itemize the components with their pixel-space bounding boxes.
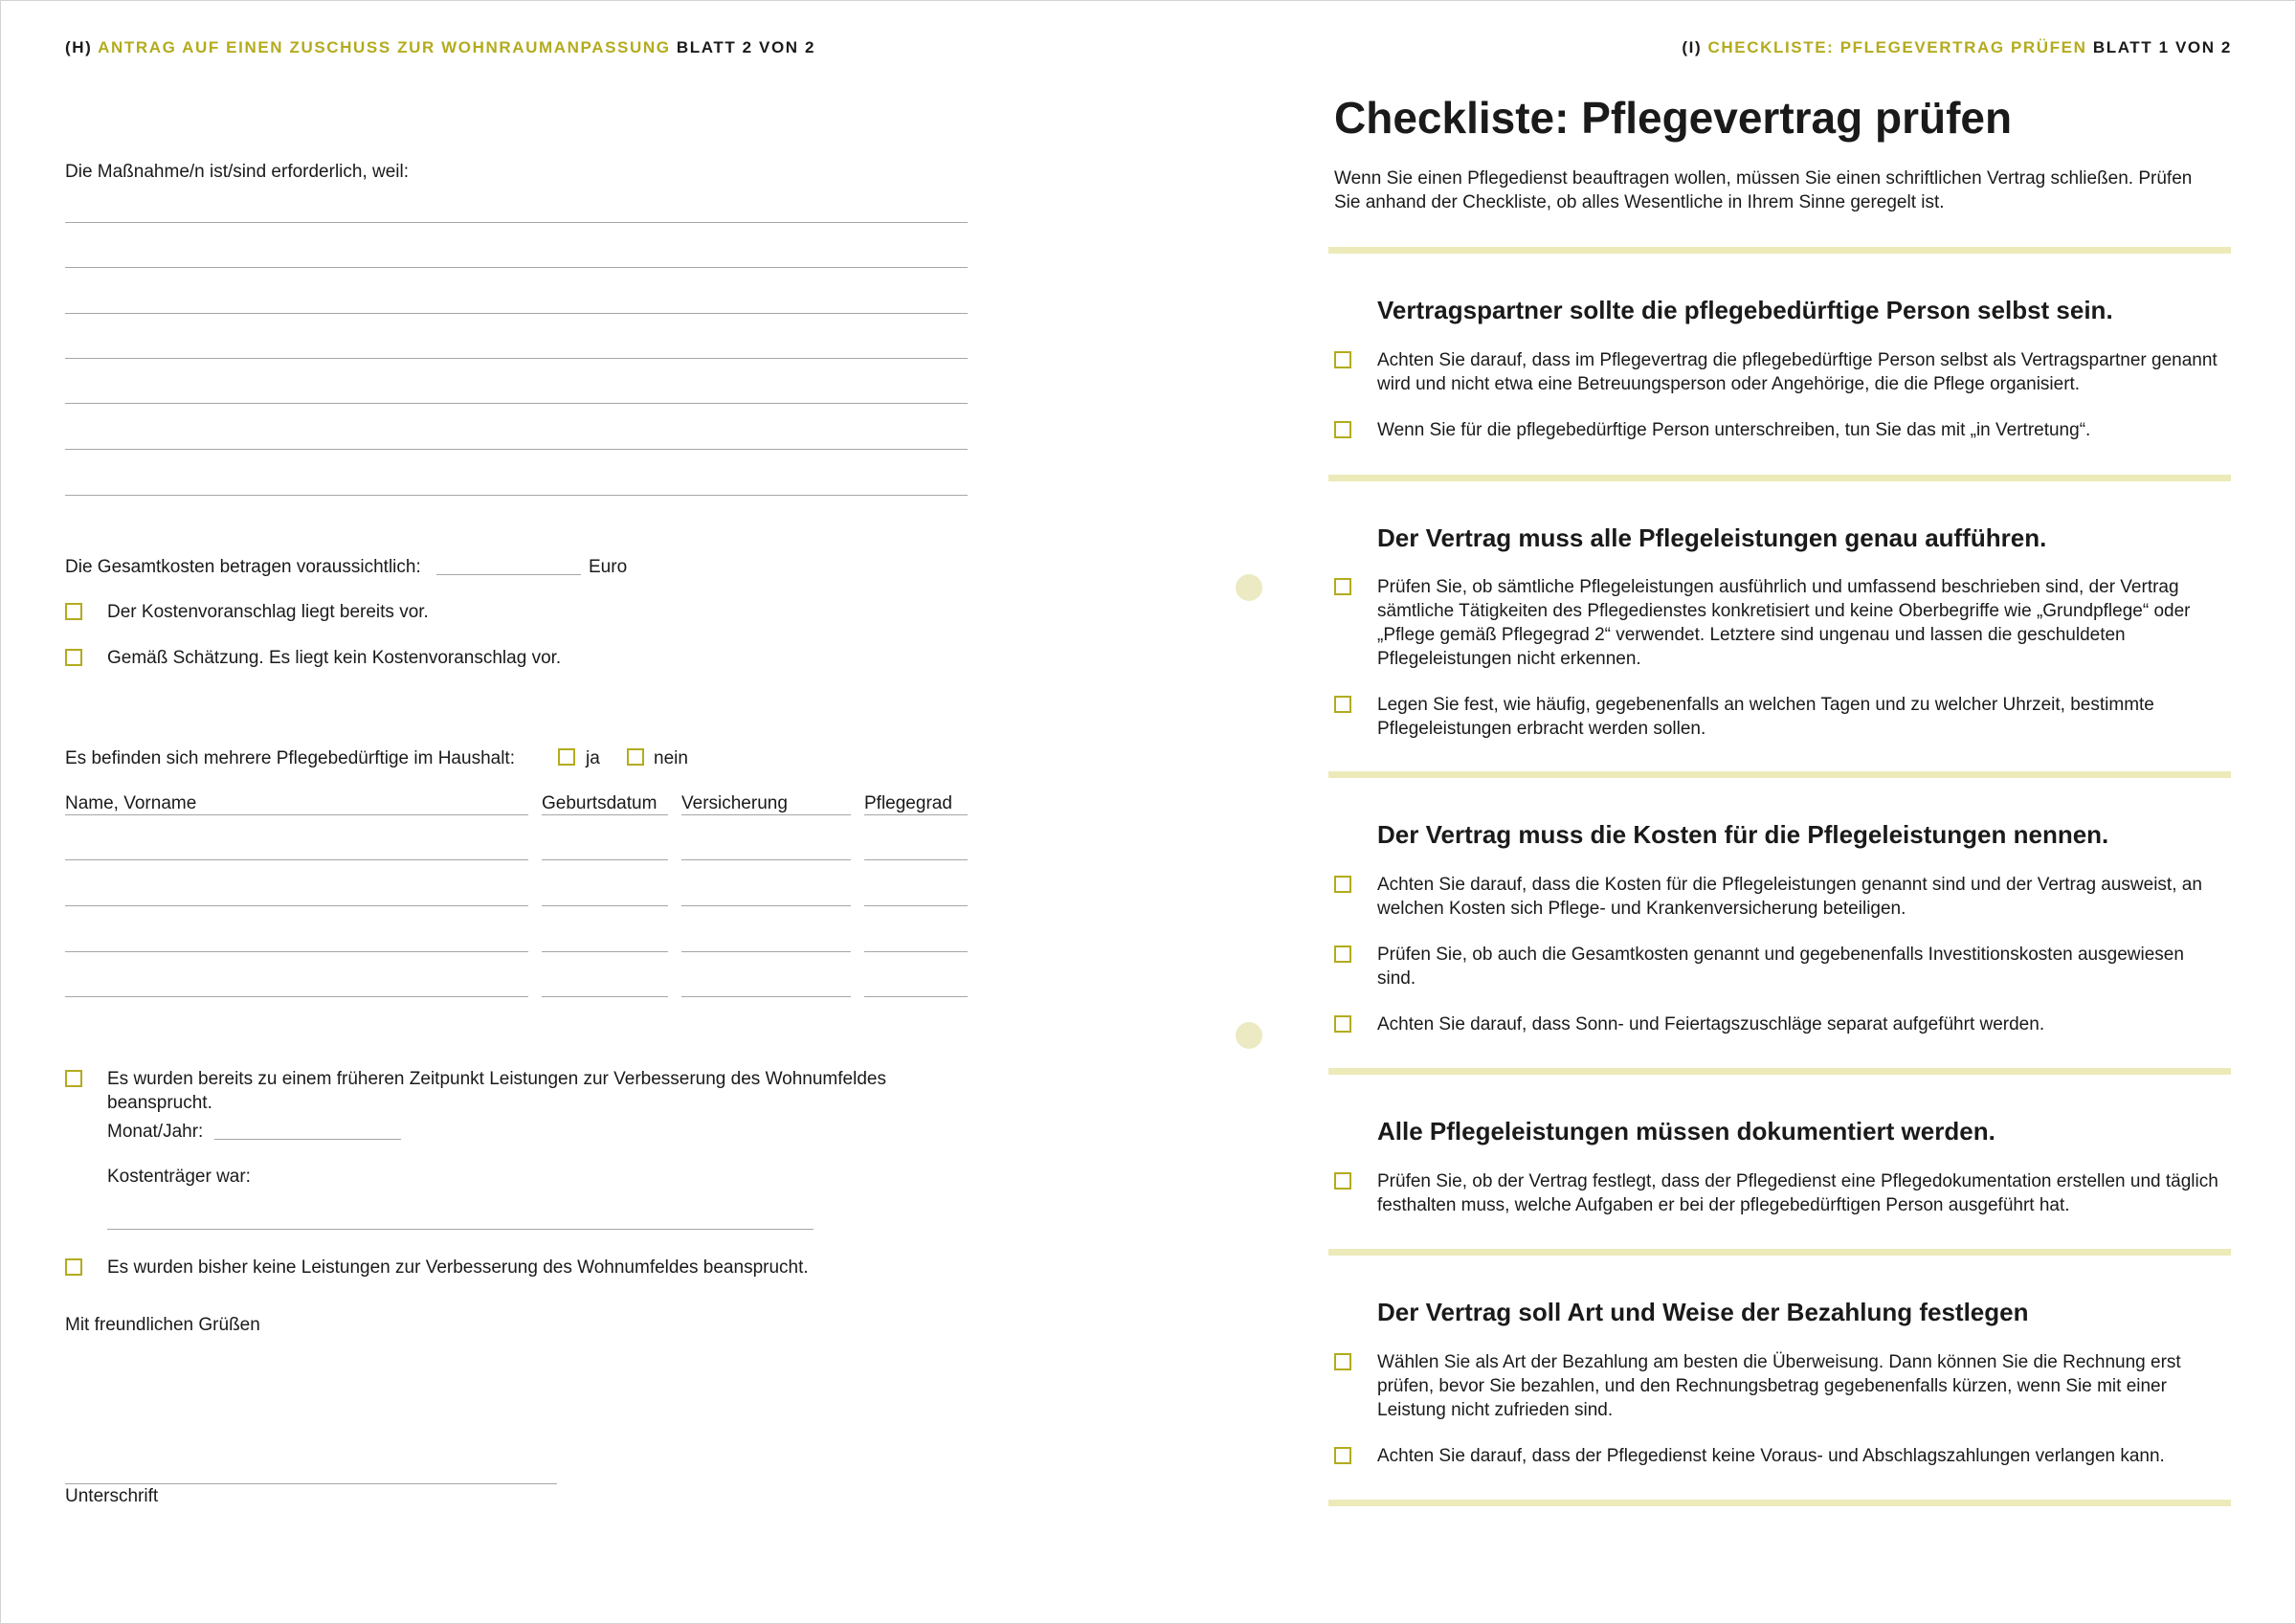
section-3-item-1-text: Achten Sie darauf, dass die Kosten für die Pflegeleistungen genannt sind und der Vertrag ausweist, an welchen Kosten sich Pflege- und Krankenversicherung beteiligen. bbox=[1377, 875, 2202, 919]
right-header-sheet: BLATT 1 VON 2 bbox=[2092, 38, 2232, 56]
cost-bearer-label: Kostenträger war: bbox=[107, 1167, 251, 1187]
right-header-title: CHECKLISTE: PFLEGEVERTRAG PRÜFEN bbox=[1707, 38, 2087, 56]
month-year-field[interactable] bbox=[214, 1139, 401, 1140]
section-separator-1 bbox=[1328, 475, 2231, 481]
prior-benefits-no-label: Es wurden bisher keine Leistungen zur Verbesserung des Wohnumfeldes beansprucht. bbox=[107, 1257, 809, 1278]
binder-hole-top bbox=[1236, 574, 1262, 601]
household-yes-checkbox[interactable] bbox=[558, 748, 575, 766]
table-header-name: Name, Vorname bbox=[65, 793, 197, 813]
household-label: Es befinden sich mehrere Pflegebedürftige im Haushalt: bbox=[65, 748, 515, 768]
left-header-title: ANTRAG AUF EINEN ZUSCHUSS ZUR WOHNRAUMANPASSUNG bbox=[98, 38, 671, 56]
table-header-rule-name bbox=[65, 814, 528, 815]
section-separator-4 bbox=[1328, 1249, 2231, 1256]
table-row-4-care-level[interactable] bbox=[864, 996, 968, 997]
section-2-heading: Der Vertrag muss alle Pflegeleistungen genau aufführen. bbox=[1377, 523, 2047, 552]
table-header-birthdate: Geburtsdatum bbox=[542, 793, 658, 813]
section-separator-5 bbox=[1328, 1500, 2231, 1506]
section-4-item-1-text: Prüfen Sie, ob der Vertrag festlegt, dass der Pflegedienst eine Pflegedokumentation erstellen und täglich festhalten muss, welche Aufgaben er bei der pflegebedürftigen Person ausgeführt hat. bbox=[1377, 1171, 2218, 1215]
section-3-item-1-checkbox[interactable] bbox=[1334, 876, 1351, 893]
section-5-item-2-checkbox[interactable] bbox=[1334, 1447, 1351, 1464]
section-2-item-2-text: Legen Sie fest, wie häufig, gegebenenfalls an welchen Tagen und zu welcher Uhrzeit, bestimmte Pflegeleistungen erbracht werden sollen. bbox=[1377, 695, 2154, 739]
section-1-item-1-text: Achten Sie darauf, dass im Pflegevertrag die pflegebedürftige Person selbst als Vertragspartner genannt wird und nicht etwa eine Betreuungsperson oder Angehörige, die die Pflege organisiert. bbox=[1377, 350, 2218, 394]
measure-line-6[interactable] bbox=[65, 449, 968, 450]
table-row-4-name[interactable] bbox=[65, 996, 528, 997]
measure-line-3[interactable] bbox=[65, 313, 968, 314]
measure-line-2[interactable] bbox=[65, 267, 968, 268]
section-2-item-1-checkbox[interactable] bbox=[1334, 578, 1351, 595]
left-header-prefix: (H) bbox=[65, 38, 93, 56]
table-row-1-birthdate[interactable] bbox=[542, 859, 668, 860]
prior-benefits-no-checkbox[interactable] bbox=[65, 1258, 82, 1276]
cost-bearer-field[interactable] bbox=[107, 1229, 814, 1230]
household-no-label: nein bbox=[654, 748, 688, 768]
cost-estimate-available-checkbox[interactable] bbox=[65, 603, 82, 620]
table-header-insurance: Versicherung bbox=[681, 793, 788, 813]
measure-label: Die Maßnahme/n ist/sind erforderlich, weil: bbox=[65, 162, 410, 182]
measure-line-4[interactable] bbox=[65, 358, 968, 359]
section-2-item-1-text: Prüfen Sie, ob sämtliche Pflegeleistungen ausführlich und umfassend beschrieben sind, der Vertrag sämtliche Tätigkeiten des Pflegedienstes konkretisiert und keine Oberbegriffe wie „Grundpflege“ oder „Pflege gemäß Pflegegrad 2“ verwendet. Letztere sind ungenau und lassen die geschuldeten Pflegeleistungen nicht erkennen. bbox=[1377, 577, 2191, 669]
table-header-care-level: Pflegegrad bbox=[864, 793, 952, 813]
section-1-item-1-checkbox[interactable] bbox=[1334, 351, 1351, 368]
measure-line-5[interactable] bbox=[65, 403, 968, 404]
costs-amount-field[interactable] bbox=[436, 574, 581, 575]
table-header-rule-birthdate bbox=[542, 814, 668, 815]
section-5-item-1-text: Wählen Sie als Art der Bezahlung am besten die Überweisung. Dann können Sie die Rechnung erst prüfen, bevor Sie bezahlen, und den Rechnungsbetrag gegebenenfalls kürzen, wenn Sie mit einer Leistung nicht zufrieden sind. bbox=[1377, 1352, 2181, 1420]
section-1-item-2-text: Wenn Sie für die pflegebedürftige Person unterschreiben, tun Sie das mit „in Vertretung“. bbox=[1377, 420, 2091, 440]
measure-line-7[interactable] bbox=[65, 495, 968, 496]
section-5-item-2-text: Achten Sie darauf, dass der Pflegedienst keine Voraus- und Abschlagszahlungen verlangen kann. bbox=[1377, 1446, 2165, 1466]
table-row-1-insurance[interactable] bbox=[681, 859, 851, 860]
table-row-3-care-level[interactable] bbox=[864, 951, 968, 952]
month-year-label: Monat/Jahr: bbox=[107, 1122, 204, 1142]
section-1-item-2-checkbox[interactable] bbox=[1334, 421, 1351, 438]
right-page-header bbox=[1682, 38, 2232, 57]
section-3-item-3-checkbox[interactable] bbox=[1334, 1015, 1351, 1033]
cost-estimate-available-label: Der Kostenvoranschlag liegt bereits vor. bbox=[107, 602, 429, 622]
section-4-item-1-checkbox[interactable] bbox=[1334, 1172, 1351, 1190]
checklist-title: Checkliste: Pflegevertrag prüfen bbox=[1334, 93, 2013, 143]
cost-estimate-estimated-label: Gemäß Schätzung. Es liegt kein Kostenvoranschlag vor. bbox=[107, 648, 562, 668]
table-row-2-name[interactable] bbox=[65, 905, 528, 906]
section-separator-3 bbox=[1328, 1068, 2231, 1075]
section-3-item-3-text: Achten Sie darauf, dass Sonn- und Feiertagszuschläge separat aufgeführt werden. bbox=[1377, 1014, 2045, 1034]
table-row-2-insurance[interactable] bbox=[681, 905, 851, 906]
costs-unit: Euro bbox=[589, 557, 628, 577]
cost-estimate-estimated-checkbox[interactable] bbox=[65, 649, 82, 666]
table-header-rule-care-level bbox=[864, 814, 968, 815]
costs-label: Die Gesamtkosten betragen voraussichtlich: bbox=[65, 557, 421, 577]
section-1-heading: Vertragspartner sollte die pflegebedürftige Person selbst sein. bbox=[1377, 296, 2113, 324]
section-3-item-2-text: Prüfen Sie, ob auch die Gesamtkosten genannt und gegebenenfalls Investitionskosten ausgewiesen sind. bbox=[1377, 945, 2184, 989]
closing-greeting: Mit freundlichen Grüßen bbox=[65, 1315, 260, 1335]
prior-benefits-yes-label: Es wurden bereits zu einem früheren Zeitpunkt Leistungen zur Verbesserung des Wohnumfeldes beansprucht. bbox=[107, 1069, 886, 1113]
table-row-3-name[interactable] bbox=[65, 951, 528, 952]
section-separator-2 bbox=[1328, 771, 2231, 778]
table-row-1-name[interactable] bbox=[65, 859, 528, 860]
right-header-prefix: (I) bbox=[1682, 38, 1703, 56]
table-row-3-birthdate[interactable] bbox=[542, 951, 668, 952]
section-3-item-2-checkbox[interactable] bbox=[1334, 945, 1351, 963]
table-row-4-insurance[interactable] bbox=[681, 996, 851, 997]
table-row-4-birthdate[interactable] bbox=[542, 996, 668, 997]
section-4-heading: Alle Pflegeleistungen müssen dokumentiert werden. bbox=[1377, 1117, 1995, 1146]
table-header-rule-insurance bbox=[681, 814, 851, 815]
table-row-2-birthdate[interactable] bbox=[542, 905, 668, 906]
checklist-intro: Wenn Sie einen Pflegedienst beauftragen wollen, müssen Sie einen schriftlichen Vertrag schließen. Prüfen Sie anhand der Checkliste, ob alles Wesentliche in Ihrem Sinne geregelt ist. bbox=[1334, 168, 2193, 212]
table-row-2-care-level[interactable] bbox=[864, 905, 968, 906]
section-5-item-1-checkbox[interactable] bbox=[1334, 1353, 1351, 1370]
section-3-heading: Der Vertrag muss die Kosten für die Pflegeleistungen nennen. bbox=[1377, 820, 2109, 849]
section-5-heading: Der Vertrag soll Art und Weise der Bezahlung festlegen bbox=[1377, 1298, 2029, 1326]
household-no-checkbox[interactable] bbox=[627, 748, 644, 766]
table-row-3-insurance[interactable] bbox=[681, 951, 851, 952]
left-header-sheet: BLATT 2 VON 2 bbox=[676, 38, 816, 56]
section-2-item-2-checkbox[interactable] bbox=[1334, 696, 1351, 713]
measure-line-1[interactable] bbox=[65, 222, 968, 223]
prior-benefits-yes-checkbox[interactable] bbox=[65, 1070, 82, 1087]
table-row-1-care-level[interactable] bbox=[864, 859, 968, 860]
household-yes-label: ja bbox=[586, 748, 600, 768]
left-page-header bbox=[65, 38, 815, 57]
signature-label: Unterschrift bbox=[65, 1486, 159, 1506]
binder-hole-bottom bbox=[1236, 1022, 1262, 1049]
section-separator-0 bbox=[1328, 247, 2231, 254]
